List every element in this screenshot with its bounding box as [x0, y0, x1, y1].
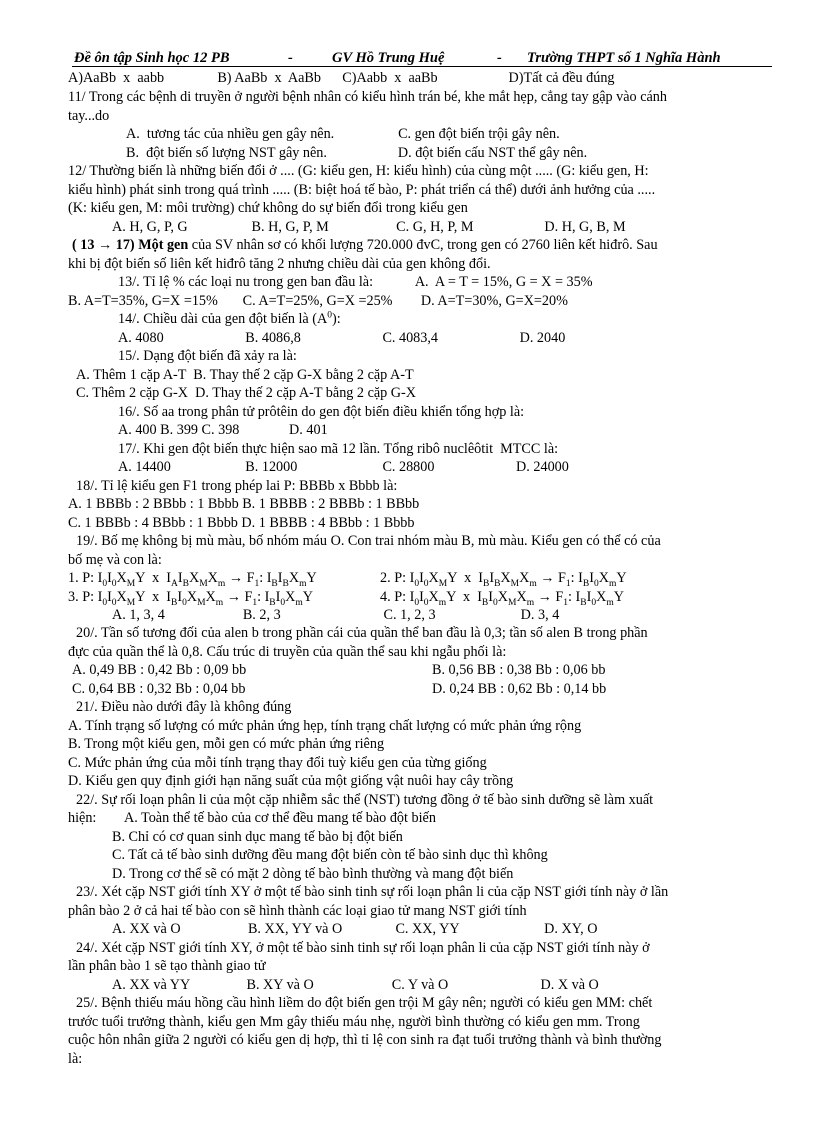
- text-line: 23/. Xét cặp NST giới tính XY ở một tế bào sinh tinh sự rối loạn phân li của cặp NST giới tính này ở lần: [76, 884, 669, 900]
- header-subject: Đề ôn tập Sinh học 12 PB: [74, 50, 230, 66]
- text-line: 22/. Sự rối loạn phân li của một cặp nhiễm sắc thể (NST) tương đồng ở tế bào sinh dưỡng sẽ làm xuất: [76, 792, 654, 808]
- text-line: C. Tất cả tế bào sinh dưỡng đều mang đột biến còn tế bào sinh dục thì không: [112, 847, 548, 863]
- q19-option-1: 1. P: $I_0I_0X_MY$ x $I_AI_BX_MX_m \to F_1$: $I_BI_BX_mY$: [68, 570, 317, 589]
- text-line: C. 0,64 BB : 0,32 Bb : 0,04 bb: [72, 681, 246, 697]
- text-line: A. XX và O B. XX, YY và O C. XX, YY D. XY, O: [112, 921, 598, 937]
- q19-option-2: 2. P: $I_0I_0X_MY$ x $I_BI_BX_MX_m \to F_1$: $I_BI_0X_mY$: [380, 570, 627, 589]
- q19-option-3: 3. P: $I_0I_0X_MY$ x $I_BI_0X_MX_m \to F_1$: $I_BI_0X_mY$: [68, 589, 314, 608]
- text-line: lần phân bào 1 sẽ tạo thành giao tử: [68, 958, 266, 974]
- text-line: B. A=T=35%, G=X =15% C. A=T=25%, G=X =25% D. A=T=30%, G=X=20%: [68, 293, 568, 309]
- text-line: 11/ Trong các bệnh di truyền ở người bệnh nhân có kiểu hình trán bé, khe mắt hẹp, cẳng tay gập vào cánh: [68, 89, 667, 105]
- text-line: 15/. Dạng đột biến đã xảy ra là:: [118, 348, 297, 364]
- text-line: D. Kiểu gen quy định giới hạn năng suất của một giống vật nuôi hay cây trồng: [68, 773, 514, 789]
- text-line: B. đột biến số lượng NST gây nên. D. đột biến cấu NST thể gây nên.: [126, 145, 588, 161]
- text-line: A. H, G, P, G B. H, G, P, M C. G, H, P, M D. H, G, B, M: [112, 219, 626, 235]
- text-line: D. Trong cơ thể sẽ có mặt 2 dòng tế bào bình thường và mang đột biến: [112, 866, 514, 882]
- text-line: trước tuổi trưởng thành, kiểu gen Mm gây thiếu máu nhẹ, người bình thường có kiểu gen mm. Trong: [68, 1014, 640, 1030]
- text-line: A. 0,49 BB : 0,42 Bb : 0,09 bb: [72, 662, 247, 678]
- text-line: A. 14400 B. 12000 C. 28800 D. 24000: [118, 459, 569, 475]
- text-line: A. tương tác của nhiều gen gây nên. C. gen đột biến trội gây nên.: [126, 126, 560, 142]
- text-line: A. 1 BBBb : 2 BBbb : 1 Bbbb B. 1 BBBB : 2 BBBb : 1 BBbb: [68, 496, 420, 512]
- gene-label: Một gen: [138, 237, 189, 253]
- text-line: khi bị đột biến số liên kết hiđrô tăng 2 nhưng chiều dài của gen không đổi.: [68, 256, 491, 272]
- text-line: 24/. Xét cặp NST giới tính XY, ở một tế bào sinh tinh sự rối loạn phân li của cặp NST giới tính này ở: [76, 940, 650, 956]
- text-line: A. 4080 B. 4086,8 C. 4083,4 D. 2040: [118, 330, 566, 346]
- text-line: kiểu hình) phát sinh trong quá trình ..... (B: biệt hoá tế bào, P: phát triển cá thể) dưới ảnh hưởng của .....: [68, 182, 656, 198]
- text-line: 16/. Số aa trong phân tử prôtêin do gen đột biến điều khiển tổng hợp là:: [118, 404, 525, 420]
- text-line: 17/. Khi gen đột biến thực hiện sao mã 12 lần. Tổng ribô nuclêôtit MTCC là:: [118, 441, 559, 457]
- text-line: bố mẹ và con là:: [68, 552, 162, 568]
- question-14: 14/. Chiều dài của gen đột biến là $(A^0)$:: [118, 310, 341, 327]
- text-line: B. 0,56 BB : 0,38 Bb : 0,06 bb: [432, 662, 606, 678]
- text-line: C. Thêm 2 cặp G-X D. Thay thế 2 cặp A-T bằng 2 cặp G-X: [76, 385, 417, 401]
- text-line: 25/. Bệnh thiếu máu hồng cầu hình liềm do đột biến gen trội M gây nên; người có kiểu gen MM: chết: [76, 995, 653, 1011]
- text-line: 19/. Bố mẹ không bị mù màu, bố nhóm máu O. Con trai nhóm màu B, mù màu. Kiểu gen có thể có của: [76, 533, 661, 549]
- header-school: Trường THPT số 1 Nghĩa Hành: [527, 50, 721, 66]
- text-line: B. Trong một kiểu gen, mỗi gen có mức phản ứng riêng: [68, 736, 385, 752]
- text-line: tay...do: [68, 108, 110, 124]
- question-text: của SV nhân sơ có khối lượng 720.000 đvC, trong gen có 2760 liên kết hiđrô. Sau: [188, 237, 658, 253]
- question-13-intro: [72, 236, 658, 254]
- text-line: phân bào 2 ở cả hai tế bào con sẽ hình thành các loại giao tử mang NST giới tính: [68, 903, 527, 919]
- text-line: C. 1 BBBb : 4 BBbb : 1 Bbbb D. 1 BBBB : 4 BBbb : 1 Bbbb: [68, 515, 415, 531]
- text-line: cuộc hôn nhân giữa 2 người có kiểu gen dị hợp, thì tỉ lệ con sinh ra đạt tuổi trưởng thành và bình thường: [68, 1032, 662, 1048]
- text-line: 21/. Điều nào dưới đây là không đúng: [76, 699, 292, 715]
- text-line: A. 1, 3, 4 B. 2, 3 C. 1, 2, 3 D. 3, 4: [112, 607, 560, 623]
- text-line: (K: kiểu gen, M: môi trường) chứ không do sự biến đổi trong kiểu gen: [68, 200, 468, 216]
- text-line: D. 0,24 BB : 0,62 Bb : 0,14 bb: [432, 681, 607, 697]
- text-line: A. Thêm 1 cặp A-T B. Thay thế 2 cặp G-X bằng 2 cặp A-T: [76, 367, 414, 383]
- question-range: ( 13 → 17): [72, 237, 135, 253]
- text-line: A. Tính trạng số lượng có mức phản ứng hẹp, tính trạng chất lượng có mức phản ứng rộng: [68, 718, 582, 734]
- q19-option-4: 4. P: $I_0I_0X_mY$ x $I_BI_0X_MX_m \to F_1$: $I_BI_0X_mY$: [380, 589, 624, 608]
- text-line: 12/ Thường biến là những biến đổi ở .... (G: kiểu gen, H: kiểu hình) của cùng một ..... (G: kiểu gen, H:: [68, 163, 649, 179]
- header-underline: [72, 66, 772, 67]
- text-line: A)AaBb x aabb B) AaBb x AaBb C)Aabb x aaBb D)Tất cả đều đúng: [68, 70, 615, 86]
- text-line: 20/. Tần số tương đối của alen b trong phần cái của quần thể ban đầu là 0,3; tần số alen B trong phần: [76, 625, 648, 641]
- text-line: C. Mức phản ứng của mỗi tính trạng thay đổi tuỳ kiểu gen của từng giống: [68, 755, 487, 771]
- text-line: A. 400 B. 399 C. 398 D. 401: [118, 422, 328, 438]
- text-line: 13/. Tỉ lệ % các loại nu trong gen ban đầu là: A. A = T = 15%, G = X = 35%: [118, 274, 593, 290]
- header-separator: -: [497, 50, 502, 66]
- text-line: hiện: A. Toàn thể tế bào của cơ thể đều mang tế bào đột biến: [68, 810, 436, 826]
- text-line: là:: [68, 1051, 83, 1067]
- header-separator: -: [288, 50, 293, 66]
- text-line: 18/. Tỉ lệ kiểu gen F1 trong phép lai P: BBBb x Bbbb là:: [76, 478, 398, 494]
- text-line: đực của quần thể là 0,8. Cấu trúc di truyền của quần thể sau khi ngẫu phối là:: [68, 644, 507, 660]
- header-teacher: GV Hồ Trung Huệ: [332, 50, 445, 66]
- text-line: A. XX và YY B. XY và O C. Y và O D. X và O: [112, 977, 599, 993]
- text-line: B. Chỉ có cơ quan sinh dục mang tế bào bị đột biến: [112, 829, 403, 845]
